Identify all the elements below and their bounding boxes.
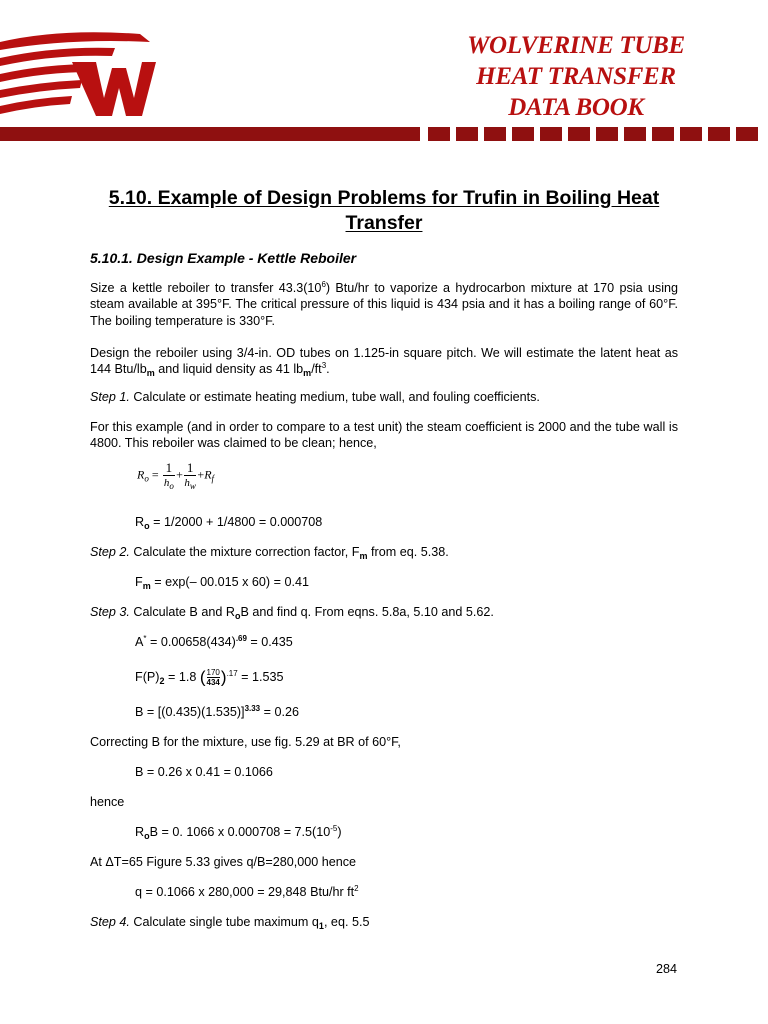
text-run: B and find q. From eqns. 5.8a, 5.10 and 5.62. xyxy=(240,605,494,619)
step-label: Step 3. xyxy=(90,605,130,619)
fraction-denominator: h xyxy=(163,477,170,489)
brand-line-1: WOLVERINE TUBE xyxy=(467,32,685,59)
astar-calculation xyxy=(135,634,293,650)
formula-operator: = xyxy=(148,467,162,482)
fouling-formula xyxy=(137,461,257,501)
superscript: 2 xyxy=(354,884,359,893)
header-rule-segment xyxy=(512,127,534,141)
text-run: = 1.8 xyxy=(164,669,200,684)
text-run: R xyxy=(135,515,145,529)
superscript: .69 xyxy=(235,634,247,643)
formula-symbol: R xyxy=(204,467,212,482)
header-rule-segment xyxy=(568,127,590,141)
page-number: 284 xyxy=(656,962,678,976)
text-run: from eq. 5.38. xyxy=(367,545,449,559)
header-rule-segment xyxy=(596,127,618,141)
fraction-numerator: 1 xyxy=(184,461,197,476)
text-run: Calculate single tube maximum q xyxy=(129,915,319,929)
paragraph-problem-statement xyxy=(90,280,678,329)
header-rule-segment xyxy=(456,127,478,141)
header-rule-solid xyxy=(0,127,420,141)
text-run: ) xyxy=(337,825,342,839)
subscript: o xyxy=(144,473,149,484)
subscript: m xyxy=(303,368,312,379)
superscript: 6 xyxy=(321,280,326,289)
paren-open: ( xyxy=(199,667,206,687)
fraction xyxy=(184,461,197,490)
superscript: -5 xyxy=(330,824,338,833)
subscript: o xyxy=(144,521,150,531)
wolverine-logo xyxy=(0,28,160,124)
fraction-numerator: 1 xyxy=(163,461,176,476)
text-run: = exp(– 00.015 x 60) = 0.41 xyxy=(150,575,309,589)
b-calculation xyxy=(135,704,299,720)
text-run: . xyxy=(326,362,330,377)
subscript: w xyxy=(189,481,196,491)
text-run: Calculate or estimate heating medium, tube wall, and fouling coefficients. xyxy=(129,390,540,404)
step-4 xyxy=(90,914,369,930)
step-2 xyxy=(90,544,449,560)
subscript: m xyxy=(142,581,151,591)
text-run: F(P) xyxy=(135,669,160,684)
brand-title xyxy=(432,30,720,123)
text-run: Calculate B and R xyxy=(129,605,235,619)
fraction-denominator: h xyxy=(184,477,190,489)
header-rule-segment xyxy=(736,127,758,141)
subscript: 1 xyxy=(318,921,324,931)
text-run: = 1.535 xyxy=(237,669,284,684)
text-run: R xyxy=(135,825,145,839)
q-calculation xyxy=(135,884,359,900)
fm-calculation xyxy=(135,574,309,590)
step-1 xyxy=(90,389,540,405)
text-run: Calculate the mixture correction factor, F xyxy=(129,545,360,559)
superscript: 3.33 xyxy=(244,704,261,713)
subscript: 2 xyxy=(159,675,165,686)
step-label: Step 2. xyxy=(90,545,130,559)
text-run: = 0.435 xyxy=(246,635,293,649)
brand-line-2: HEAT TRANSFER xyxy=(476,63,676,90)
fraction-denominator: 434 xyxy=(206,678,220,687)
text-run: /ft xyxy=(311,362,322,377)
text-run: = 1/2000 + 1/4800 = 0.000708 xyxy=(149,515,323,529)
header-rule-segment xyxy=(708,127,730,141)
subsection-title: 5.10.1. Design Example - Kettle Reboiler xyxy=(90,250,357,266)
paragraph-mixture-correction: Correcting B for the mixture, use fig. 5.29 at BR of 60°F, xyxy=(90,735,401,749)
header-rule-segment xyxy=(484,127,506,141)
subscript: f xyxy=(211,473,215,484)
rob-calculation xyxy=(135,824,342,840)
header-rule-segment xyxy=(540,127,562,141)
text-run: q = 0.1066 x 280,000 = 29,848 Btu/hr ft xyxy=(135,885,355,899)
text-run: F xyxy=(135,575,143,589)
subscript: o xyxy=(234,611,241,621)
step-label: Step 1. xyxy=(90,390,130,404)
section-title: 5.10. Example of Design Problems for Trufin in Boiling Heat Transfer xyxy=(108,187,660,234)
text-run: A xyxy=(135,635,144,649)
fraction-numerator: 170 xyxy=(206,668,220,677)
delta-t-text: At ΔT=65 Figure 5.33 gives q/B=280,000 hence xyxy=(90,855,357,869)
superscript: 3 xyxy=(321,361,327,371)
fraction xyxy=(207,668,220,687)
subscript: m xyxy=(359,551,368,561)
subscript: o xyxy=(144,831,150,841)
brand-line-3: DATA BOOK xyxy=(508,94,644,121)
text-run: ) Btu/hr to vaporize a hydrocarbon mixture at 170 psia using steam available at 395°F. The critical pressure of this liquid is 434 psia and it has a boiling range of 60°F. The boiling temperature is 330°F. xyxy=(90,281,678,328)
text-run: Size a kettle reboiler to transfer 43.3(10 xyxy=(90,281,322,295)
step-label: Step 4. xyxy=(90,915,130,929)
paragraph-coefficients: For this example (and in order to compare to a test unit) the steam coefficient is 2000 and the tube wall is 4800. This reboiler was claimed to be clean; hence, xyxy=(90,420,678,451)
hence-text: hence xyxy=(90,795,125,809)
b-mixture-calculation: B = 0.26 x 0.41 = 0.1066 xyxy=(135,765,273,779)
header-rule-segment xyxy=(624,127,646,141)
step-3 xyxy=(90,604,494,620)
paragraph-design-basis xyxy=(90,345,678,378)
text-run: B = 0. 1066 x 0.000708 = 7.5(10 xyxy=(149,825,331,839)
text-run: = 0.00658(434) xyxy=(146,635,236,649)
formula-operator: + xyxy=(176,467,183,482)
text-run: and liquid density as 41 lb xyxy=(154,362,304,377)
paren-close: ) xyxy=(220,667,227,687)
ro-calculation xyxy=(135,514,322,530)
text-run: , eq. 5.5 xyxy=(323,915,370,929)
text-run: = 0.26 xyxy=(260,705,300,719)
superscript: .17 xyxy=(226,668,238,678)
superscript: * xyxy=(143,634,147,643)
formula-symbol: R xyxy=(137,467,145,482)
subscript: o xyxy=(169,481,174,491)
header-rule-segment xyxy=(428,127,450,141)
fp-calculation xyxy=(135,668,284,687)
text-run: B = [(0.435)(1.535)] xyxy=(135,705,245,719)
header-rule-segment xyxy=(652,127,674,141)
subscript: m xyxy=(146,368,155,379)
header-rule xyxy=(0,127,768,141)
header-rule-segment xyxy=(680,127,702,141)
fraction xyxy=(163,461,176,490)
text-run: Design the reboiler using 3/4-in. OD tubes on 1.125-in square pitch. We will estimate the latent heat as 144 Btu/lb xyxy=(90,346,678,377)
formula-operator: + xyxy=(197,467,205,482)
